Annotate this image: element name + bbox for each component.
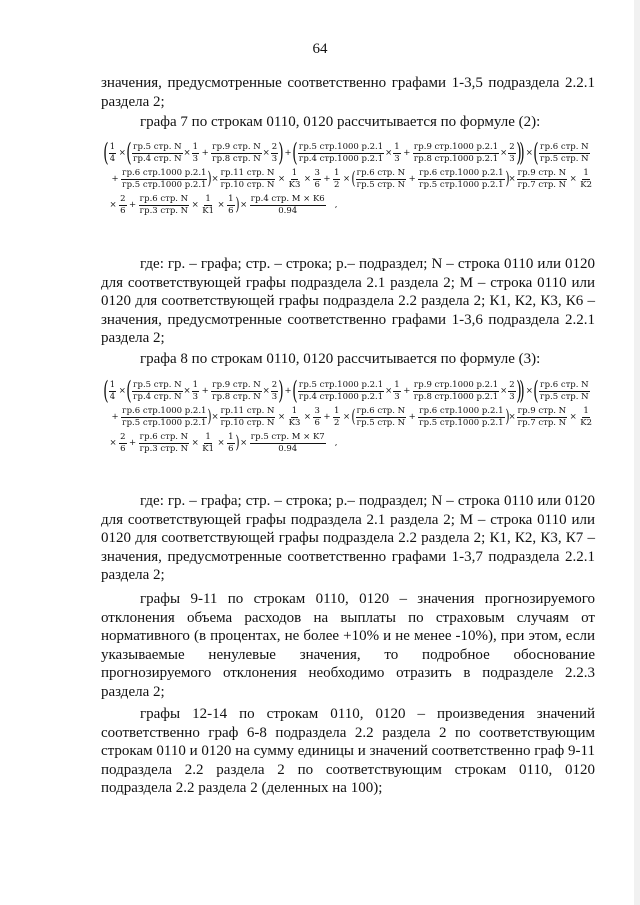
fraction xyxy=(211,143,261,163)
fraction xyxy=(271,381,278,401)
numerator: 2 xyxy=(509,380,515,390)
denominator: 3 xyxy=(271,391,278,402)
numerator: 1 xyxy=(228,194,234,204)
denominator: гр.7 стр. N xyxy=(517,179,567,190)
fraction xyxy=(250,433,326,453)
plus-sign: + xyxy=(129,437,137,448)
numerator: гр.9 стр. N xyxy=(517,406,567,416)
denominator: 3 xyxy=(271,153,278,164)
paren-open: ( xyxy=(126,376,132,405)
fraction xyxy=(333,169,340,189)
denominator: 4 xyxy=(109,391,116,402)
numerator: гр.9 стр. N xyxy=(212,142,261,152)
denominator: гр.5 стр. N xyxy=(540,153,589,164)
denominator: гр.4 стр.1000 р.2.1 xyxy=(298,391,384,402)
numerator: 1 xyxy=(228,432,234,442)
numerator: гр.9 стр. N xyxy=(517,168,567,178)
paren-close: ) xyxy=(278,138,284,167)
paren-open: ( xyxy=(533,138,539,167)
times-sign: × xyxy=(240,437,248,448)
denominator: гр.4 стр. N xyxy=(133,153,182,164)
denominator: гр.5 стр. N xyxy=(356,179,406,190)
plus-sign: + xyxy=(408,411,416,422)
times-sign: × xyxy=(211,411,219,422)
fraction xyxy=(393,381,400,401)
fraction xyxy=(288,407,302,427)
paren-open: ( xyxy=(292,138,298,167)
denominator: гр.5 стр.1000 р.2.1 xyxy=(122,179,207,190)
fraction xyxy=(139,195,189,215)
fraction xyxy=(539,381,589,401)
denominator: гр.5 стр.1000 р.2.1 xyxy=(419,417,504,428)
fraction xyxy=(109,143,116,163)
times-sign: × xyxy=(500,147,508,158)
denominator: 3 xyxy=(509,153,515,164)
numerator: гр.6 стр. N xyxy=(540,142,589,152)
times-sign: × xyxy=(508,411,516,422)
numerator: 1 xyxy=(192,142,199,152)
fraction xyxy=(220,169,276,189)
denominator: 6 xyxy=(314,179,320,190)
times-sign: × xyxy=(525,147,533,158)
paren-close: ) xyxy=(278,376,284,405)
paren-close: ) xyxy=(519,138,526,167)
times-sign: × xyxy=(342,173,351,184)
denominator: гр.5 стр. N xyxy=(540,391,589,402)
plus-sign: + xyxy=(323,173,331,184)
paragraph-columns-9-11: графы 9-11 по строкам 0110, 0120 – значения прогнозируемого отклонения объема расходов на выплаты по страховым случаям от нормативного (в процентах, не более +10% и не менее -10%), при этом, если указываемые ненулевые значения, то подробное обоснование прогнозируемого отклонения необходимо отразить в подразделе 2.2.3 раздела 2; xyxy=(101,591,595,700)
fraction xyxy=(517,169,567,189)
paragraph-formula-3-intro: графа 8 по строкам 0110, 0120 рассчитывается по формуле (3): xyxy=(140,351,541,367)
paren-close: ) xyxy=(234,194,240,215)
comma: , xyxy=(334,199,338,210)
times-sign: × xyxy=(211,173,219,184)
fraction xyxy=(313,407,320,427)
numerator: 1 xyxy=(205,194,211,204)
numerator: гр.6 стр. N xyxy=(540,380,589,390)
denominator: 3 xyxy=(509,391,515,402)
numerator: 2 xyxy=(120,432,126,442)
plus-sign: + xyxy=(201,147,209,158)
fraction xyxy=(271,143,278,163)
fraction xyxy=(192,381,199,401)
denominator: 3 xyxy=(192,153,199,164)
numerator: 1 xyxy=(583,168,589,178)
denominator: гр.8 стр.1000 р.2.1 xyxy=(413,153,499,164)
fraction xyxy=(109,381,116,401)
times-sign: × xyxy=(191,199,199,210)
page-number: 64 xyxy=(312,41,328,57)
times-sign: × xyxy=(303,173,311,184)
fraction xyxy=(201,195,215,215)
denominator: 6 xyxy=(228,205,234,216)
numerator: 1 xyxy=(394,380,400,390)
fraction xyxy=(356,169,406,189)
paren-close: ) xyxy=(504,168,510,189)
fraction xyxy=(250,195,326,215)
numerator: 3 xyxy=(314,406,320,416)
times-sign: × xyxy=(262,147,270,158)
numerator: гр.6 стр.1000 р.2.1 xyxy=(122,406,207,416)
denominator: K1 xyxy=(202,205,215,216)
numerator: гр.5 стр. N xyxy=(133,142,182,152)
denominator: 0.94 xyxy=(278,443,298,454)
times-sign: × xyxy=(217,199,225,210)
denominator: 4 xyxy=(109,153,116,164)
paragraph-columns-12-14: графы 12-14 по строкам 0110, 0120 – произведения значений соответственно граф 6-8 подраздела 2.2 раздела 2 по соответствующим строкам 0110 и 0120 на сумму единицы и значений соответственно граф 9-11 подраздела 2.2 раздела 2 по соответствующим строкам 0110, 0120 подраздела 2.2 раздела 2 (деленных на 100); xyxy=(101,706,595,796)
numerator: 1 xyxy=(334,168,340,178)
denominator: 3 xyxy=(394,391,400,402)
plus-sign: + xyxy=(129,199,137,210)
numerator: 1 xyxy=(109,142,116,152)
denominator: гр.3 стр. N xyxy=(139,443,189,454)
denominator: K3 xyxy=(288,179,301,190)
fraction xyxy=(579,407,593,427)
numerator: гр.5 стр. M × K7 xyxy=(250,432,325,442)
plus-sign: + xyxy=(408,173,416,184)
fraction xyxy=(508,381,515,401)
fraction xyxy=(508,143,515,163)
formula-3 xyxy=(103,376,594,454)
times-sign: × xyxy=(191,437,199,448)
fraction xyxy=(201,433,215,453)
denominator: K3 xyxy=(288,417,301,428)
times-sign: × xyxy=(183,147,191,158)
denominator: гр.8 стр.1000 р.2.1 xyxy=(413,391,499,402)
denominator: 3 xyxy=(394,153,400,164)
paren-open: ( xyxy=(533,376,539,405)
times-sign: × xyxy=(525,385,533,396)
times-sign: × xyxy=(385,147,393,158)
paren-open: ( xyxy=(350,406,356,427)
comma: , xyxy=(334,437,338,448)
denominator: гр.4 стр. N xyxy=(133,391,182,402)
formula-2 xyxy=(103,138,594,216)
fraction xyxy=(119,195,126,215)
paren-close: ) xyxy=(234,432,240,453)
plus-sign: + xyxy=(284,147,292,158)
plus-sign: + xyxy=(201,385,209,396)
formula-2-line-2 xyxy=(110,169,594,189)
denominator: 2 xyxy=(334,179,340,190)
paren-open: ( xyxy=(126,138,132,167)
plus-sign: + xyxy=(111,173,119,184)
fraction xyxy=(227,433,234,453)
fraction xyxy=(579,169,593,189)
times-sign: × xyxy=(118,147,126,158)
numerator: 1 xyxy=(205,432,211,442)
numerator: гр.6 стр.1000 р.2.1 xyxy=(419,168,504,178)
fraction xyxy=(413,143,499,163)
denominator: гр.3 стр. N xyxy=(139,205,189,216)
times-sign: × xyxy=(109,437,117,448)
fraction xyxy=(121,169,207,189)
denominator: гр.10 стр. N xyxy=(220,417,275,428)
denominator: гр.5 стр.1000 р.2.1 xyxy=(419,179,504,190)
paren-close: ) xyxy=(504,406,510,427)
numerator: 1 xyxy=(109,380,116,390)
fraction xyxy=(313,169,320,189)
formula-3-line-3 xyxy=(108,433,594,453)
numerator: гр.11 стр. N xyxy=(220,168,275,178)
fraction xyxy=(413,381,499,401)
numerator: 1 xyxy=(192,380,199,390)
paren-close: ) xyxy=(519,376,526,405)
denominator: K2 xyxy=(580,179,592,190)
numerator: гр.5 стр.1000 р.2.1 xyxy=(298,380,384,390)
numerator: 1 xyxy=(291,406,298,416)
times-sign: × xyxy=(118,385,126,396)
times-sign: × xyxy=(342,411,351,422)
denominator: 3 xyxy=(192,391,199,402)
denominator: гр.10 стр. N xyxy=(220,179,275,190)
numerator: гр.6 стр. N xyxy=(139,194,189,204)
denominator: 2 xyxy=(334,417,340,428)
fraction xyxy=(298,381,384,401)
numerator: 2 xyxy=(120,194,126,204)
paren-close: ) xyxy=(207,406,213,427)
times-sign: × xyxy=(508,173,516,184)
fraction xyxy=(227,195,234,215)
fraction xyxy=(418,169,504,189)
numerator: гр.6 стр.1000 р.2.1 xyxy=(419,406,504,416)
fraction xyxy=(517,407,567,427)
paren-close: ) xyxy=(515,138,522,167)
denominator: 0.94 xyxy=(278,205,298,216)
paragraph-intro-values: значения, предусмотренные соответственно графами 1-3,5 подраздела 2.2.1 раздела 2; xyxy=(101,75,595,110)
numerator: 1 xyxy=(334,406,340,416)
denominator: гр.5 стр.1000 р.2.1 xyxy=(122,417,207,428)
times-sign: × xyxy=(303,411,311,422)
times-sign: × xyxy=(262,385,270,396)
paren-open: ( xyxy=(103,376,109,405)
fraction xyxy=(139,433,189,453)
numerator: гр.6 стр. N xyxy=(356,168,406,178)
numerator: гр.6 стр. N xyxy=(139,432,189,442)
fraction xyxy=(132,381,182,401)
denominator: гр.5 стр. N xyxy=(356,417,406,428)
formula-2-line-3 xyxy=(108,195,594,215)
fraction xyxy=(298,143,384,163)
paragraph-where-1: где: гр. – графа; стр. – строка; р.– подраздел; N – строка 0110 или 0120 для соответствующей графы подраздела 2.1 раздела 2; М – строка 0110 или 0120 для соответствующей графы подраздела 2.2 раздела 2; К1, К2, К3, К6 – значения, предусмотренные соответственно графами 1-3,6 подраздела 2.2.1 раздела 2; xyxy=(101,256,595,346)
denominator: гр.8 стр. N xyxy=(212,153,261,164)
plus-sign: + xyxy=(403,385,411,396)
denominator: 6 xyxy=(120,205,126,216)
fraction xyxy=(121,407,207,427)
fraction xyxy=(333,407,340,427)
numerator: гр.5 стр.1000 р.2.1 xyxy=(298,142,384,152)
denominator: 6 xyxy=(314,417,320,428)
times-sign: × xyxy=(217,437,225,448)
times-sign: × xyxy=(277,411,286,422)
denominator: гр.8 стр. N xyxy=(212,391,261,402)
denominator: гр.4 стр.1000 р.2.1 xyxy=(298,153,384,164)
denominator: гр.7 стр. N xyxy=(517,417,567,428)
paren-open: ( xyxy=(350,168,356,189)
fraction xyxy=(393,143,400,163)
times-sign: × xyxy=(240,199,248,210)
times-sign: × xyxy=(385,385,393,396)
numerator: гр.5 стр. N xyxy=(133,380,182,390)
numerator: 1 xyxy=(394,142,400,152)
numerator: 2 xyxy=(509,142,515,152)
fraction xyxy=(220,407,276,427)
paren-open: ( xyxy=(292,376,298,405)
numerator: 2 xyxy=(271,380,278,390)
fraction xyxy=(539,143,589,163)
fraction xyxy=(192,143,199,163)
fraction xyxy=(356,407,406,427)
plus-sign: + xyxy=(323,411,331,422)
numerator: гр.9 стр. N xyxy=(212,380,261,390)
paragraph-where-2: где: гр. – графа; стр. – строка; р.– подраздел; N – строка 0110 или 0120 для соответствующей графы подраздела 2.1 раздела 2; М – строка 0110 или 0120 для соответствующей графы подраздела 2.2 раздела 2; К1, К2, К3, К7 – значения, предусмотренные соответственно графами 1-3,7 подраздела 2.2.1 раздела 2; xyxy=(101,493,595,583)
times-sign: × xyxy=(109,199,117,210)
fraction xyxy=(132,143,182,163)
fraction xyxy=(211,381,261,401)
numerator: гр.6 стр. N xyxy=(356,406,406,416)
times-sign: × xyxy=(500,385,508,396)
numerator: гр.9 стр.1000 р.2.1 xyxy=(413,380,499,390)
numerator: гр.9 стр.1000 р.2.1 xyxy=(413,142,499,152)
denominator: K1 xyxy=(202,443,215,454)
paren-open: ( xyxy=(103,138,109,167)
plus-sign: + xyxy=(284,385,292,396)
denominator: 6 xyxy=(120,443,126,454)
paren-close: ) xyxy=(207,168,213,189)
times-sign: × xyxy=(277,173,286,184)
times-sign: × xyxy=(569,173,577,184)
numerator: гр.4 стр. M × K6 xyxy=(250,194,325,204)
plus-sign: + xyxy=(111,411,119,422)
numerator: гр.6 стр.1000 р.2.1 xyxy=(122,168,207,178)
scan-edge xyxy=(634,0,640,905)
denominator: 6 xyxy=(228,443,234,454)
times-sign: × xyxy=(569,411,577,422)
numerator: гр.11 стр. N xyxy=(220,406,275,416)
denominator: K2 xyxy=(580,417,592,428)
formula-3-line-2 xyxy=(110,407,594,427)
numerator: 3 xyxy=(314,168,320,178)
fraction xyxy=(119,433,126,453)
formula-2-line-1 xyxy=(103,138,594,167)
numerator: 1 xyxy=(583,406,589,416)
fraction xyxy=(288,169,302,189)
formula-3-line-1 xyxy=(103,376,594,405)
plus-sign: + xyxy=(403,147,411,158)
numerator: 2 xyxy=(271,142,278,152)
paragraph-formula-2-intro: графа 7 по строкам 0110, 0120 рассчитывается по формуле (2): xyxy=(140,114,541,130)
fraction xyxy=(418,407,504,427)
numerator: 1 xyxy=(291,168,298,178)
times-sign: × xyxy=(183,385,191,396)
paren-close: ) xyxy=(515,376,522,405)
